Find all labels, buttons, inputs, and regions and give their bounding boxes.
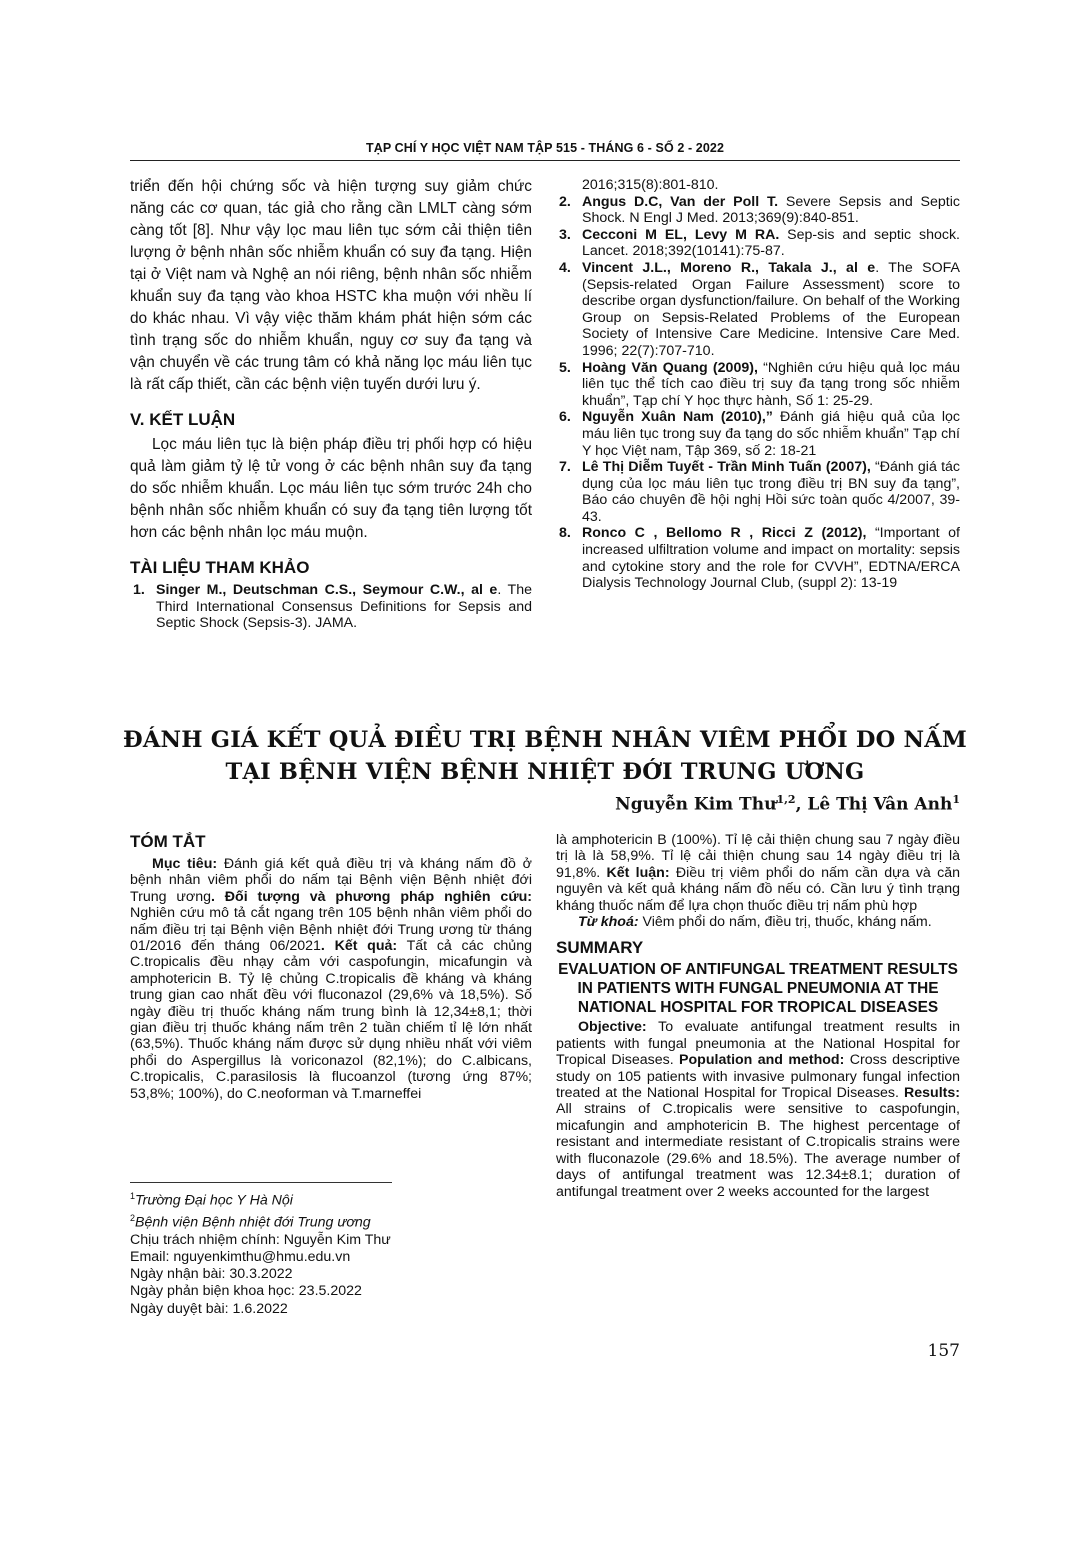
summary-title: EVALUATION OF ANTIFUNGAL TREATMENT RESULTS IN PATIENTS WITH FUNGAL PNEUMONIA AT THE NATIONAL HOSPITAL FOR TROPICAL DISEASES [558, 961, 958, 1017]
conclusion-text: Điều trị viêm phổi do nấm cần dựa và căn nguyên và kết quả kháng nấm đồ nếu có. Cần lưu ý tình trạng kháng thuốc nấm để lựa chọn thuốc điều trị nấm phù hợp [556, 864, 960, 914]
article-title-line-1: ĐÁNH GIÁ KẾT QUẢ ĐIỀU TRỊ BỆNH NHÂN VIÊM PHỔI DO NẤM [123, 727, 967, 753]
affiliation-sup: 1 [130, 1191, 136, 1201]
reference-text: Đánh giá hiệu quả của lọc máu liên tục trong suy đa tạng do sốc nhiễm khuẩn” Tạp chí Y học Việt nam, Tập 369, số 2: 18-21 [582, 409, 960, 459]
page-number: 157 [927, 1341, 960, 1361]
conclusion-heading: V. KẾT LUẬN [130, 410, 236, 429]
abstract-vietnamese [130, 832, 532, 1102]
abstract-heading: TÓM TẮT [130, 832, 206, 851]
article-authors [615, 793, 960, 815]
abstract-vi-continuation [556, 832, 960, 914]
reference-item-8 [556, 525, 960, 591]
conclusion-text: Lọc máu liên tục là biện pháp điều trị phối hợp có hiệu quả làm giảm tỷ lệ tử vong ở các bệnh nhân suy đa tạng do sốc nhiễm khuẩn. Lọc máu liên tục sớm trước 24h cho bệnh nhân sốc nhiễm khuẩn có suy đa tạng tiên lượng tốt hơn các bệnh nhân lọc máu muộn. [130, 436, 532, 541]
references-heading: TÀI LIỆU THAM KHẢO [130, 558, 310, 577]
keywords-text: Viêm phổi do nấm, điều trị, thuốc, kháng nấm. [638, 914, 932, 931]
keywords [556, 914, 960, 930]
reference-authors: Vincent J.L., Moreno R., Takala J., al e [582, 259, 876, 276]
upper-left-column [130, 176, 532, 632]
review-date: Ngày phản biện khoa học: 23.5.2022 [130, 1283, 362, 1300]
reference-text: Severe Sepsis and Septic Shock. N Engl J Med. 2013;369(9):840-851. [582, 193, 960, 227]
affiliation-2 [130, 1210, 532, 1232]
discussion-tail: triển đến hội chứng sốc và hiện tượng suy giảm chức năng các cơ quan, tác giả cho rằng cần LMLT càng sớm càng tốt [8]. Như vậy lọc mau liên tục sớm cải thiện tiên lượng ở bệnh nhân sốc nhiễm khuẩn có suy đa tạng. Hiện tại ở Việt nam và Nghệ an nói riêng, bệnh nhân sốc nhiễm khuẩn suy đa tạng vào khoa HSTC kha muộn với nhều lí do khác nhau. Vì vậy việc thăm khám phát hiện sớm các tình trạng sốc do nhiễm khuẩn, nguy cơ suy đa tạng và vận chuyển về các trung tâm có khả năng lọc máu liên tục là rất cấp thiết, cần các bệnh viện tuyến dưới lưu ý. [130, 178, 532, 393]
journal-header: TẠP CHÍ Y HỌC VIỆT NAM TẬP 515 - THÁNG 6 - SỐ 2 - 2022 [365, 141, 725, 155]
footnote-rule [130, 1182, 392, 1183]
reference-item-3 [556, 227, 960, 260]
objective-text: Đánh giá kết quả điều trị và kháng nấm đồ ở bệnh nhân viêm phổi do nấm tại Bệnh viện Bệnh nhiệt đới Trung ương [130, 856, 532, 905]
conclusion-label: Kết luận: [600, 864, 670, 881]
reference-number: 2. [559, 193, 571, 210]
results-text: All strains of C.tropicalis were sensitive to caspofungin, micafungin and amphotericin B. The highest percentage of resistant and intermediate resistant of C.tropicalis strains were with fluconazole (29.6% and 18.5%). The average number of days of antifungal treatment was 12.34±8.1; duration of antifungal treatment over 2 weeks accounted for the largest [556, 1101, 960, 1200]
reference-number: 3. [559, 226, 571, 243]
reference-number: 4. [559, 259, 571, 276]
reference-text: “Important of increased ulfiltration volume and impact on mortality: sepsis and cytokine story and the role for CVVH”, EDTNA/ERCA Dialysis Technology Journal Club, (suppl 2): 13-19 [582, 525, 960, 592]
reference-number: 1. [133, 582, 145, 598]
reference-list-right [556, 194, 960, 592]
author-affiliation-sup: 1 [952, 793, 960, 806]
reference-authors: Nguyễn Xuân Nam (2010),” [582, 409, 773, 426]
reference-text: Sep-sis and septic shock. Lancet. 2018;392(10141):75-87. [582, 226, 960, 260]
affiliation-text: Bệnh viện Bệnh nhiệt đới Trung ương [135, 1214, 371, 1231]
keywords-label: Từ khoá: [578, 914, 639, 931]
abstract-body [130, 856, 532, 1102]
reference-number: 5. [559, 359, 571, 376]
reference-item-2 [556, 194, 960, 227]
footnotes [130, 1188, 532, 1318]
reference-item-4 [556, 260, 960, 360]
upper-right-column [556, 177, 960, 592]
reference-item-7 [556, 459, 960, 525]
author-name: Lê Thị Vân Anh [807, 794, 953, 815]
methods-text: Nghiên cứu mô tả cắt ngang trên 105 bệnh nhân viêm phổi do nấm điều trị tại Bệnh viện Bệnh nhiệt đới Trung ương từ tháng 01/2016 đến tháng 06/2021 [130, 905, 532, 955]
received-date: Ngày nhận bài: 30.3.2022 [130, 1266, 293, 1283]
objective-label: Mục tiêu: [152, 856, 218, 872]
reference-authors: Singer M., Deutschman C.S., Seymour C.W., al e [156, 582, 498, 598]
contact-email: Email: nguyenkimthu@hmu.edu.vn [130, 1249, 351, 1266]
summary-heading: SUMMARY [556, 938, 644, 958]
abstract-continuation-and-summary [556, 832, 960, 1200]
reference-text: . The Third International Consensus Definitions for Sepsis and Septic Shock (Sepsis-3). JAMA. [156, 582, 532, 631]
results-text: Tất cả các chủng C.tropicalis đều nhạy cảm với caspofungin, micafungin và amphotericin B. Tỷ lệ chủng C.tropicalis đề kháng và kháng trung gian cao nhất đều với fluconazol (29,6% và 18,5%). Số ngày điều trị thuốc kháng nấm trung bình là 12,34±8,1; thời gian điều trị thuốc kháng nấm trên 2 tuần chiếm tỉ lệ lớn nhất (63,5%). Thuốc kháng nấm được sử dụng nhiều nhất với viêm phổi do Aspergillus là voriconazol (82,1%); do C.albicans, C.tropicalis, C.parasilosis là flucoanzol (tương ứng 87%; 53,8%; 100%), do C.neoforman và T.marneffei [130, 938, 532, 1102]
author-name: Nguyễn Kim Thư [615, 794, 777, 815]
reference-1-continuation: 2016;315(8):801-810. [582, 177, 719, 193]
results-continuation: là amphotericin B (100%). Tỉ lệ cải thiện chung sau 7 ngày điều trị là là 58,9%. Tỉ lệ cải thiện chung sau 14 ngày điều trị là 91,8%. [556, 832, 960, 881]
methods-text: Cross descriptive study on 105 patients with invasive pulmonary fungal infection treated at the National Hospital for Tropical Diseases. [556, 1052, 961, 1102]
reference-authors: Hoàng Văn Quang (2009), [582, 359, 758, 376]
affiliation-sup: 2 [130, 1212, 136, 1223]
reference-item-1 [130, 582, 532, 632]
reference-number: 6. [559, 409, 571, 426]
author-affiliation-sup: 1,2 [776, 793, 796, 806]
reference-text: . The SOFA (Sepsis-related Organ Failure Assessment) score to describe organ dysfunction/failure. On behalf of the Working Group on Sepsis-Related Problems of the European Society of Intensive Care Medicine. Intensive Care Med. 1996; 22(7):707-710. [582, 259, 960, 359]
article-title-line-2: TẠI BỆNH VIỆN BỆNH NHIỆT ĐỚI TRUNG ƯƠNG [225, 759, 865, 785]
reference-number: 8. [559, 525, 571, 542]
results-label: . Kết quả: [320, 938, 398, 955]
reference-authors: Ronco C , Bellomo R , Ricci Z (2012), [582, 525, 867, 542]
responsible-author: Chịu trách nhiệm chính: Nguyễn Kim Thư [130, 1231, 391, 1248]
objective-text: To evaluate antifungal treatment results in patients with fungal pneumonia at the National Hospital for Tropical Diseases. [556, 1019, 960, 1069]
reference-text: “Đánh giá tác dụng của lọc máu liên tục trong điều trị BN suy đa tạng”, Báo cáo chuyên đề hội nghị Hồi sức toàn quốc 4/2007, 39-43. [582, 459, 960, 525]
affiliation-1 [130, 1188, 532, 1210]
reference-number: 7. [559, 459, 571, 476]
reference-item-5 [556, 360, 960, 410]
results-label: Results: [898, 1085, 960, 1102]
summary-body [556, 1019, 960, 1199]
reference-item-6 [556, 409, 960, 459]
methods-label: . Đối tượng và phương pháp nghiên cứu: [210, 888, 532, 905]
article-title [120, 724, 970, 788]
reference-text: “Nghiên cứu hiệu quả lọc máu liên tục thể tích cao điều trị suy đa tạng trong sốc nhiễm khuẩn”, Tạp chí Y học thực hành, Số 1: 25-29. [582, 359, 960, 409]
header-rule [130, 160, 960, 161]
reference-authors: Cecconi M EL, Levy M RA. [582, 226, 780, 243]
reference-list-left [130, 582, 532, 632]
reference-authors: Angus D.C, Van der Poll T. [582, 193, 779, 210]
objective-label: Objective: [578, 1019, 647, 1036]
author-separator: , [795, 794, 808, 815]
methods-label: Population and method: [673, 1052, 845, 1069]
reference-authors: Lê Thị Diễm Tuyết - Trần Minh Tuấn (2007), [582, 459, 871, 476]
affiliation-text: Trường Đại học Y Hà Nội [135, 1192, 293, 1209]
accepted-date: Ngày duyệt bài: 1.6.2022 [130, 1300, 288, 1317]
